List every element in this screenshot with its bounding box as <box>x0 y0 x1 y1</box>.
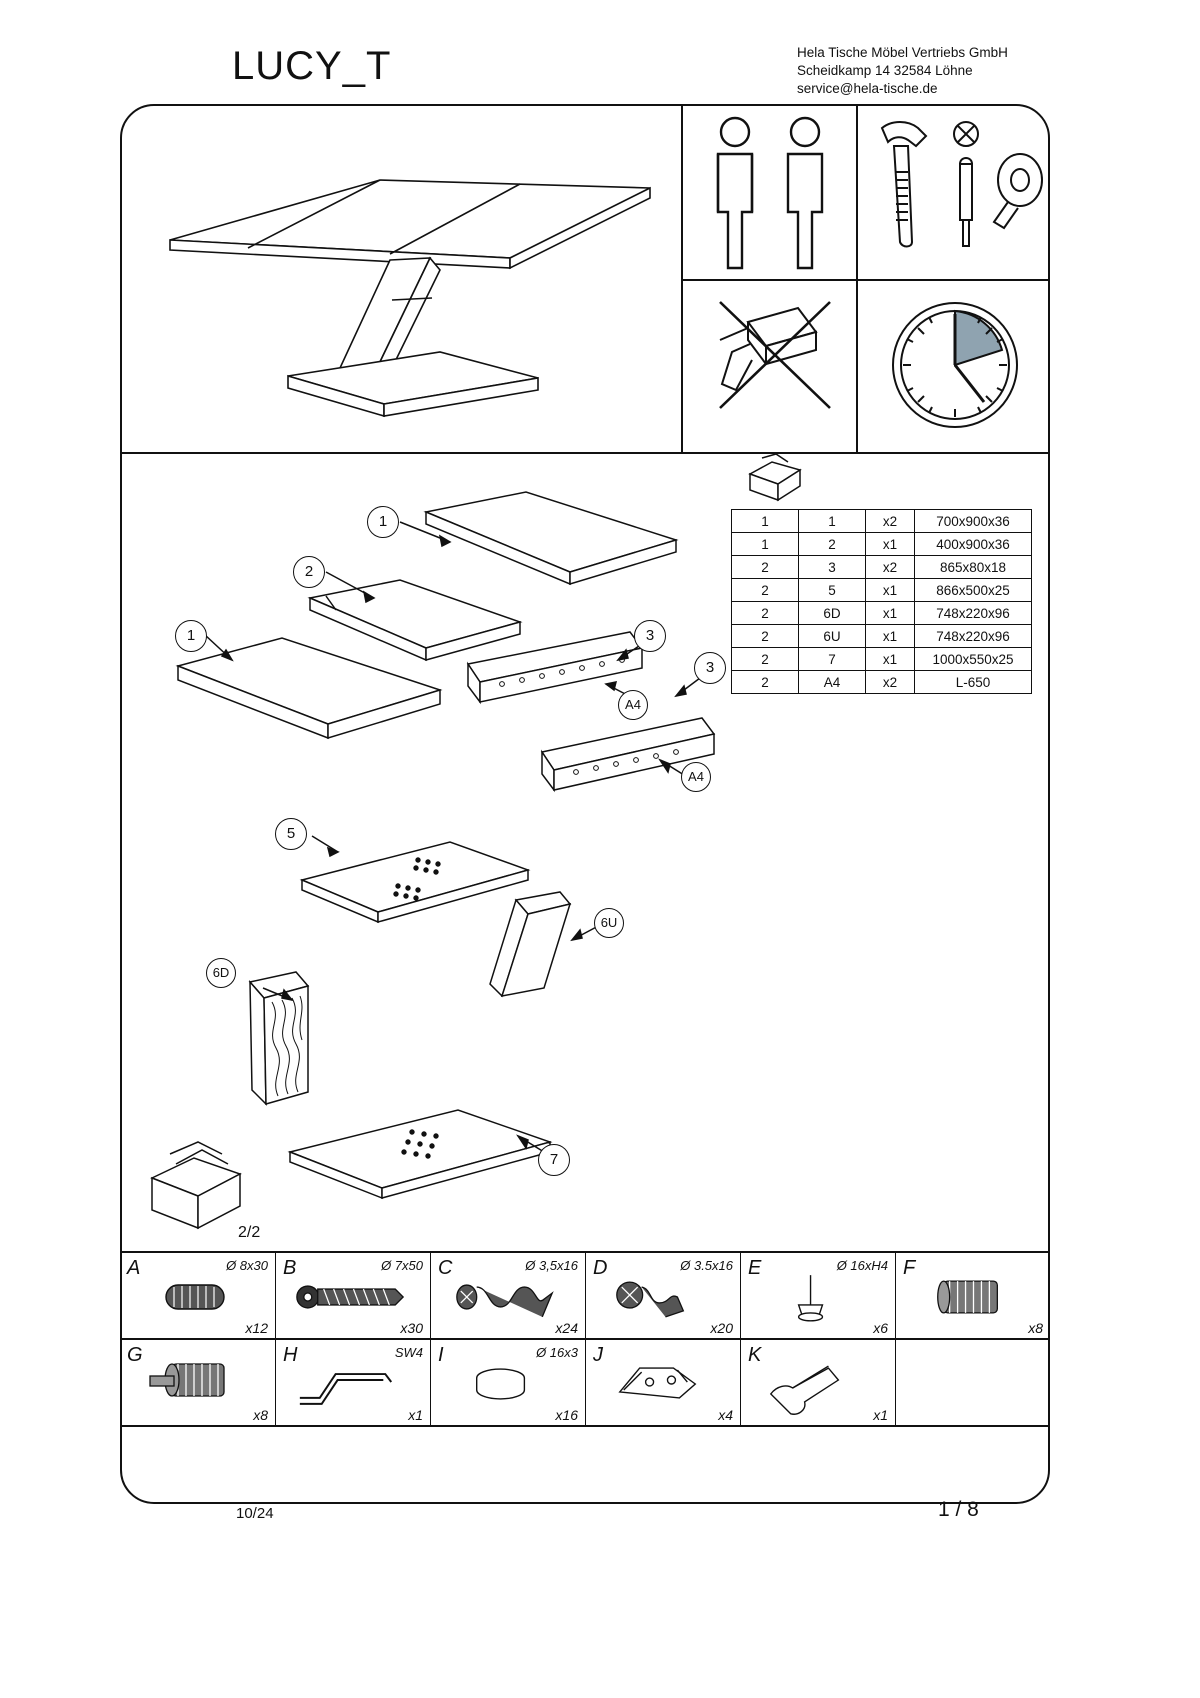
divider-clock <box>856 279 858 452</box>
hardware-spec: Ø 16x3 <box>536 1345 578 1360</box>
hardware-item-k <box>740 1340 895 1427</box>
threaded-insert-icon <box>896 1253 1050 1340</box>
hardware-row-1 <box>120 1253 1050 1340</box>
footer-page-number: 1 / 8 <box>938 1498 979 1521</box>
hardware-letter: D <box>593 1257 608 1279</box>
cam-tool-icon <box>741 1340 895 1427</box>
table-row: 1 2 x1 400x900x36 <box>732 533 1032 556</box>
screwdriver-icon <box>954 122 978 246</box>
hardware-item-h <box>275 1340 430 1427</box>
hardware-qty: x30 <box>400 1320 423 1336</box>
hardware-item-e <box>740 1253 895 1340</box>
table-row: 2 5 x1 866x500x25 <box>732 579 1032 602</box>
table-row: 2 7 x1 1000x550x25 <box>732 648 1032 671</box>
divider-pictogram-mid <box>681 279 1048 281</box>
two-person-icon <box>700 112 850 272</box>
hardware-letter: K <box>748 1344 762 1366</box>
divider-top-band <box>122 452 1048 454</box>
hardware-qty: x1 <box>408 1407 423 1423</box>
callout-3-upper: 3 <box>634 620 666 652</box>
hardware-qty: x16 <box>555 1407 578 1423</box>
callout-a4-lower: A4 <box>681 762 711 792</box>
hardware-spec: Ø 3.5x16 <box>680 1258 733 1273</box>
clock-icon <box>880 290 1030 440</box>
hardware-letter: B <box>283 1257 297 1279</box>
hardware-qty: x6 <box>873 1320 888 1336</box>
callout-a4-upper: A4 <box>618 690 648 720</box>
hardware-letter: C <box>438 1257 453 1279</box>
company-line-2: Scheidkamp 14 32584 Löhne <box>797 63 973 78</box>
callout-1-top: 1 <box>367 506 399 538</box>
table-row: 2 6U x1 748x220x96 <box>732 625 1032 648</box>
glide-pad-icon <box>741 1253 895 1340</box>
hammer-icon <box>882 122 926 247</box>
hardware-spec: Ø 16xH4 <box>836 1258 888 1273</box>
table-row: 1 1 x2 700x900x36 <box>732 510 1032 533</box>
assembled-table-illustration <box>140 140 660 440</box>
bracket-icon <box>586 1340 740 1427</box>
hardware-qty: x1 <box>873 1407 888 1423</box>
tools-icon-group <box>868 112 1048 272</box>
hardware-spec: Ø 7x50 <box>381 1258 423 1273</box>
footer-left: 10/24 <box>236 1505 274 1522</box>
hardware-qty: x4 <box>718 1407 733 1423</box>
hardware-letter: H <box>283 1344 298 1366</box>
page-title: LUCY_T <box>232 44 392 88</box>
callout-2: 2 <box>293 556 325 588</box>
table-row: 2 A4 x2 L-650 <box>732 671 1032 694</box>
hardware-item-a <box>120 1253 275 1340</box>
hardware-letter: G <box>127 1344 143 1366</box>
short-screw-icon <box>586 1253 740 1340</box>
hardware-item-j <box>585 1340 740 1427</box>
hardware-item-f <box>895 1253 1050 1340</box>
hardware-item-c <box>430 1253 585 1340</box>
hardware-row-2 <box>120 1340 1050 1427</box>
hardware-letter: E <box>748 1257 762 1279</box>
hardware-item-empty <box>895 1340 1050 1427</box>
callout-6u: 6U <box>594 908 624 938</box>
dowel-icon <box>120 1253 275 1340</box>
table-row: 2 6D x1 748x220x96 <box>732 602 1032 625</box>
callout-1-left: 1 <box>175 620 207 652</box>
hardware-item-b <box>275 1253 430 1340</box>
hardware-letter: J <box>593 1344 603 1366</box>
callout-leaders <box>120 460 880 1220</box>
hardware-letter: I <box>438 1344 444 1366</box>
cover-cap-icon <box>431 1340 585 1427</box>
divider-tools <box>856 106 858 279</box>
company-address <box>797 44 1008 98</box>
hardware-item-d <box>585 1253 740 1340</box>
company-line-3: service@hela-tische.de <box>797 81 938 96</box>
allen-key-icon <box>276 1340 430 1427</box>
callout-5: 5 <box>275 818 307 850</box>
tape-measure-icon <box>994 154 1042 228</box>
company-line-1: Hela Tische Möbel Vertriebs GmbH <box>797 45 1008 60</box>
wood-screw-icon <box>431 1253 585 1340</box>
sheet-label: 2/2 <box>238 1224 261 1241</box>
hardware-item-i <box>430 1340 585 1427</box>
table-row: 2 3 x2 865x80x18 <box>732 556 1032 579</box>
hardware-item-g <box>120 1340 275 1427</box>
hardware-qty: x12 <box>245 1320 268 1336</box>
callout-7: 7 <box>538 1144 570 1176</box>
callout-3-lower: 3 <box>694 652 726 684</box>
confirmat-screw-icon <box>276 1253 430 1340</box>
hardware-letter: F <box>903 1257 916 1279</box>
leveler-icon <box>120 1340 275 1427</box>
hardware-letter: A <box>127 1257 141 1279</box>
no-power-drill-icon <box>706 288 846 438</box>
hardware-qty: x8 <box>1028 1320 1043 1336</box>
hardware-spec: Ø 8x30 <box>226 1258 268 1273</box>
hardware-qty: x24 <box>555 1320 578 1336</box>
hardware-spec: SW4 <box>394 1345 423 1360</box>
callout-6d: 6D <box>206 958 236 988</box>
hardware-spec: Ø 3,5x16 <box>525 1258 578 1273</box>
hardware-qty: x20 <box>710 1320 733 1336</box>
hardware-qty: x8 <box>253 1407 268 1423</box>
hardware-legend <box>120 1253 1050 1428</box>
